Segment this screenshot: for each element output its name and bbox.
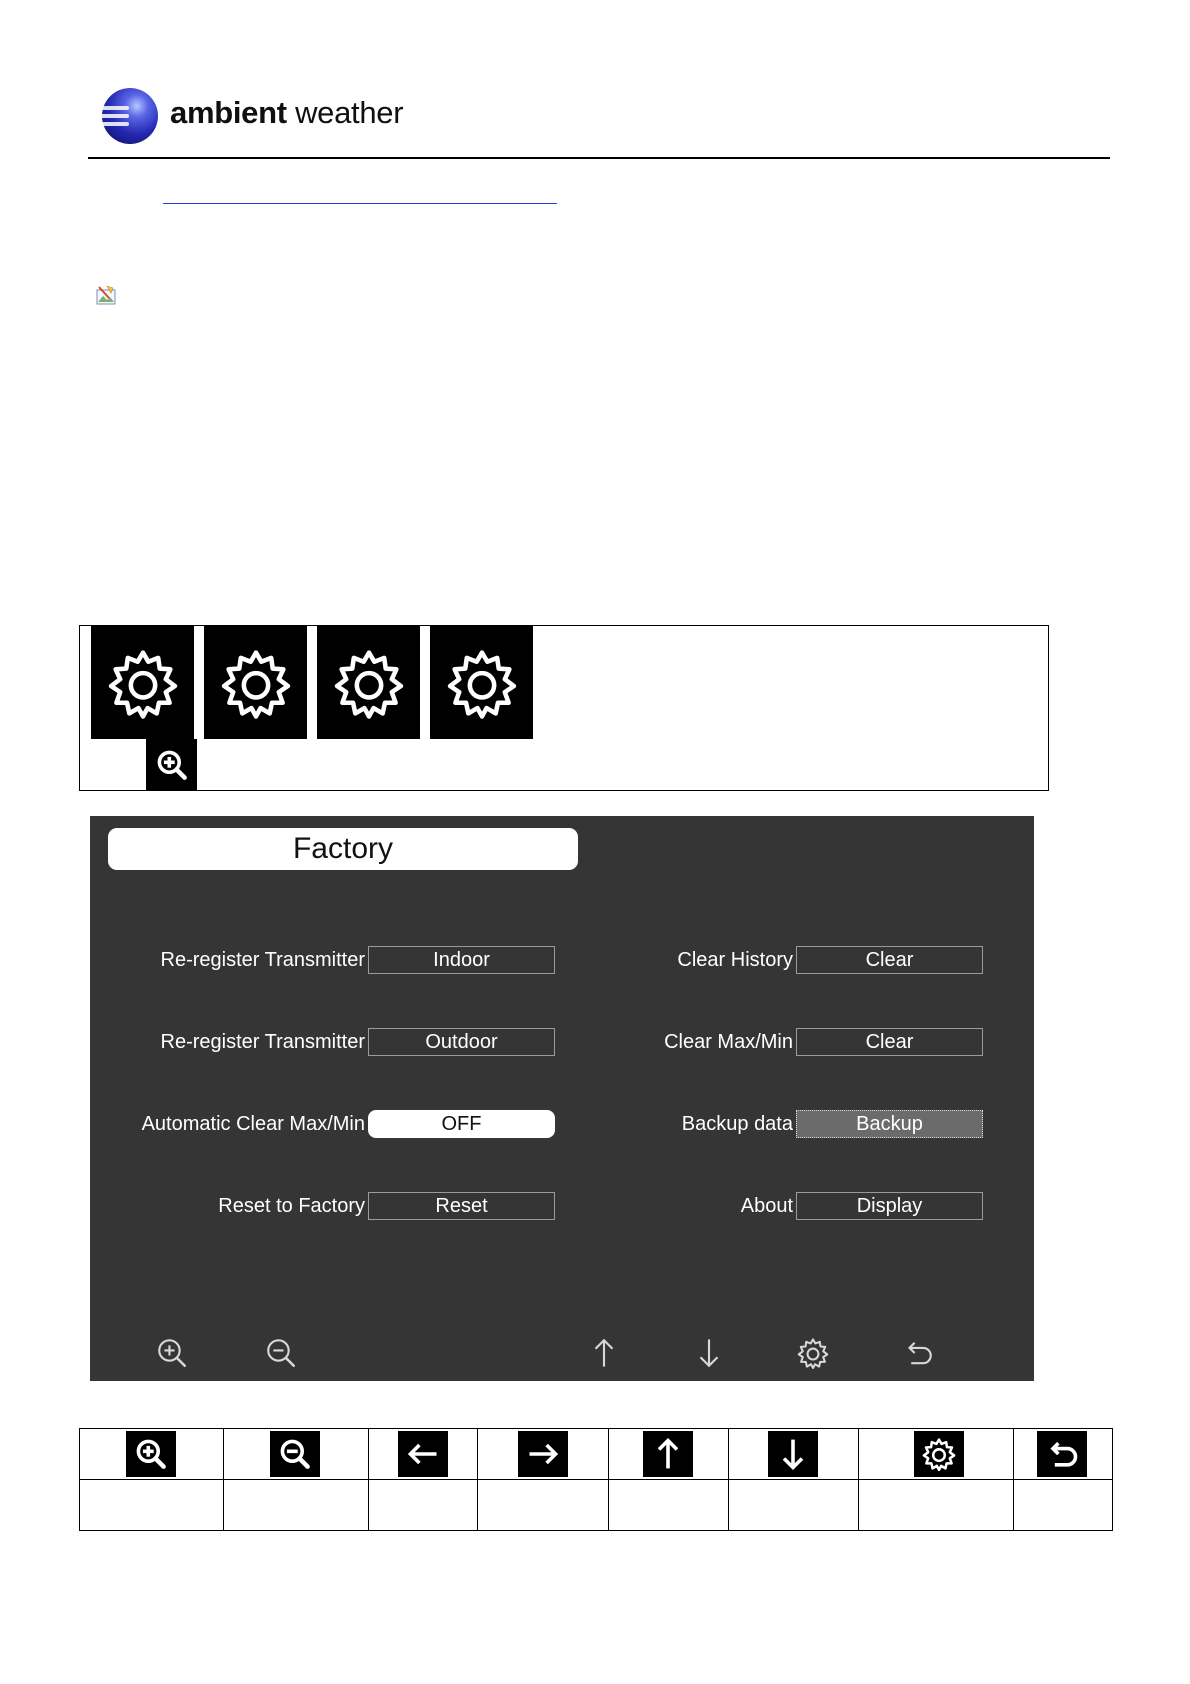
factory-settings-screen xyxy=(90,816,1034,1381)
gear-icon xyxy=(204,626,307,739)
hyperlink-underline[interactable] xyxy=(163,203,557,204)
reset-factory-button[interactable]: Reset xyxy=(368,1192,555,1220)
gear-icon[interactable] xyxy=(796,1336,830,1370)
table-row xyxy=(80,1429,1113,1480)
zoom-out-icon[interactable] xyxy=(264,1336,298,1370)
table-cell xyxy=(729,1480,859,1531)
table-cell xyxy=(369,1480,478,1531)
setting-label: Re-register Transmitter xyxy=(160,949,365,971)
arrow-left-icon xyxy=(398,1431,448,1477)
table-cell xyxy=(859,1429,1014,1480)
arrow-down-icon xyxy=(768,1431,818,1477)
setting-label: Backup data xyxy=(681,1113,793,1135)
broken-image-icon xyxy=(95,284,119,308)
table-cell xyxy=(729,1429,859,1480)
table-cell xyxy=(609,1480,729,1531)
gear-icon xyxy=(914,1431,964,1477)
arrow-up-icon xyxy=(643,1431,693,1477)
back-icon xyxy=(1037,1431,1087,1477)
zoom-in-icon xyxy=(146,739,197,790)
zoom-out-icon xyxy=(270,1431,320,1477)
setting-label: Re-register Transmitter xyxy=(160,1031,365,1053)
icon-strip xyxy=(79,625,1049,791)
table-cell xyxy=(80,1480,224,1531)
reregister-outdoor-button[interactable]: Outdoor xyxy=(368,1028,555,1056)
arrow-up-icon[interactable] xyxy=(587,1336,621,1370)
about-display-button[interactable]: Display xyxy=(796,1192,983,1220)
table-cell xyxy=(224,1480,369,1531)
screen-title: Factory xyxy=(108,828,578,870)
zoom-in-icon xyxy=(126,1431,176,1477)
gear-icon xyxy=(430,626,533,739)
table-cell xyxy=(1014,1429,1113,1480)
auto-clear-toggle[interactable]: OFF xyxy=(368,1110,555,1138)
table-cell xyxy=(224,1429,369,1480)
table-row xyxy=(80,1480,1113,1531)
clear-history-button[interactable]: Clear xyxy=(796,946,983,974)
table-cell xyxy=(80,1429,224,1480)
header-divider xyxy=(88,157,1110,159)
backup-button[interactable]: Backup xyxy=(796,1110,983,1138)
zoom-in-icon[interactable] xyxy=(155,1336,189,1370)
table-cell xyxy=(609,1429,729,1480)
table-cell xyxy=(1014,1480,1113,1531)
button-key-table xyxy=(79,1428,1113,1531)
setting-label: Automatic Clear Max/Min xyxy=(141,1113,365,1135)
brand-logo-text xyxy=(170,95,403,131)
setting-label: Clear Max/Min xyxy=(664,1031,793,1053)
gear-icon xyxy=(91,626,194,739)
setting-label: About xyxy=(740,1195,793,1217)
back-icon[interactable] xyxy=(901,1336,935,1370)
table-cell xyxy=(859,1480,1014,1531)
table-cell xyxy=(478,1429,609,1480)
table-cell xyxy=(369,1429,478,1480)
brand-name-light: weather xyxy=(286,95,404,130)
setting-label: Clear History xyxy=(677,949,793,971)
setting-label: Reset to Factory xyxy=(218,1195,365,1217)
table-cell xyxy=(478,1480,609,1531)
brand-name-bold: ambient xyxy=(170,95,287,130)
brand-logo-globe xyxy=(102,88,158,144)
reregister-indoor-button[interactable]: Indoor xyxy=(368,946,555,974)
clear-maxmin-button[interactable]: Clear xyxy=(796,1028,983,1056)
gear-icon xyxy=(317,626,420,739)
arrow-down-icon[interactable] xyxy=(692,1336,726,1370)
arrow-right-icon xyxy=(518,1431,568,1477)
